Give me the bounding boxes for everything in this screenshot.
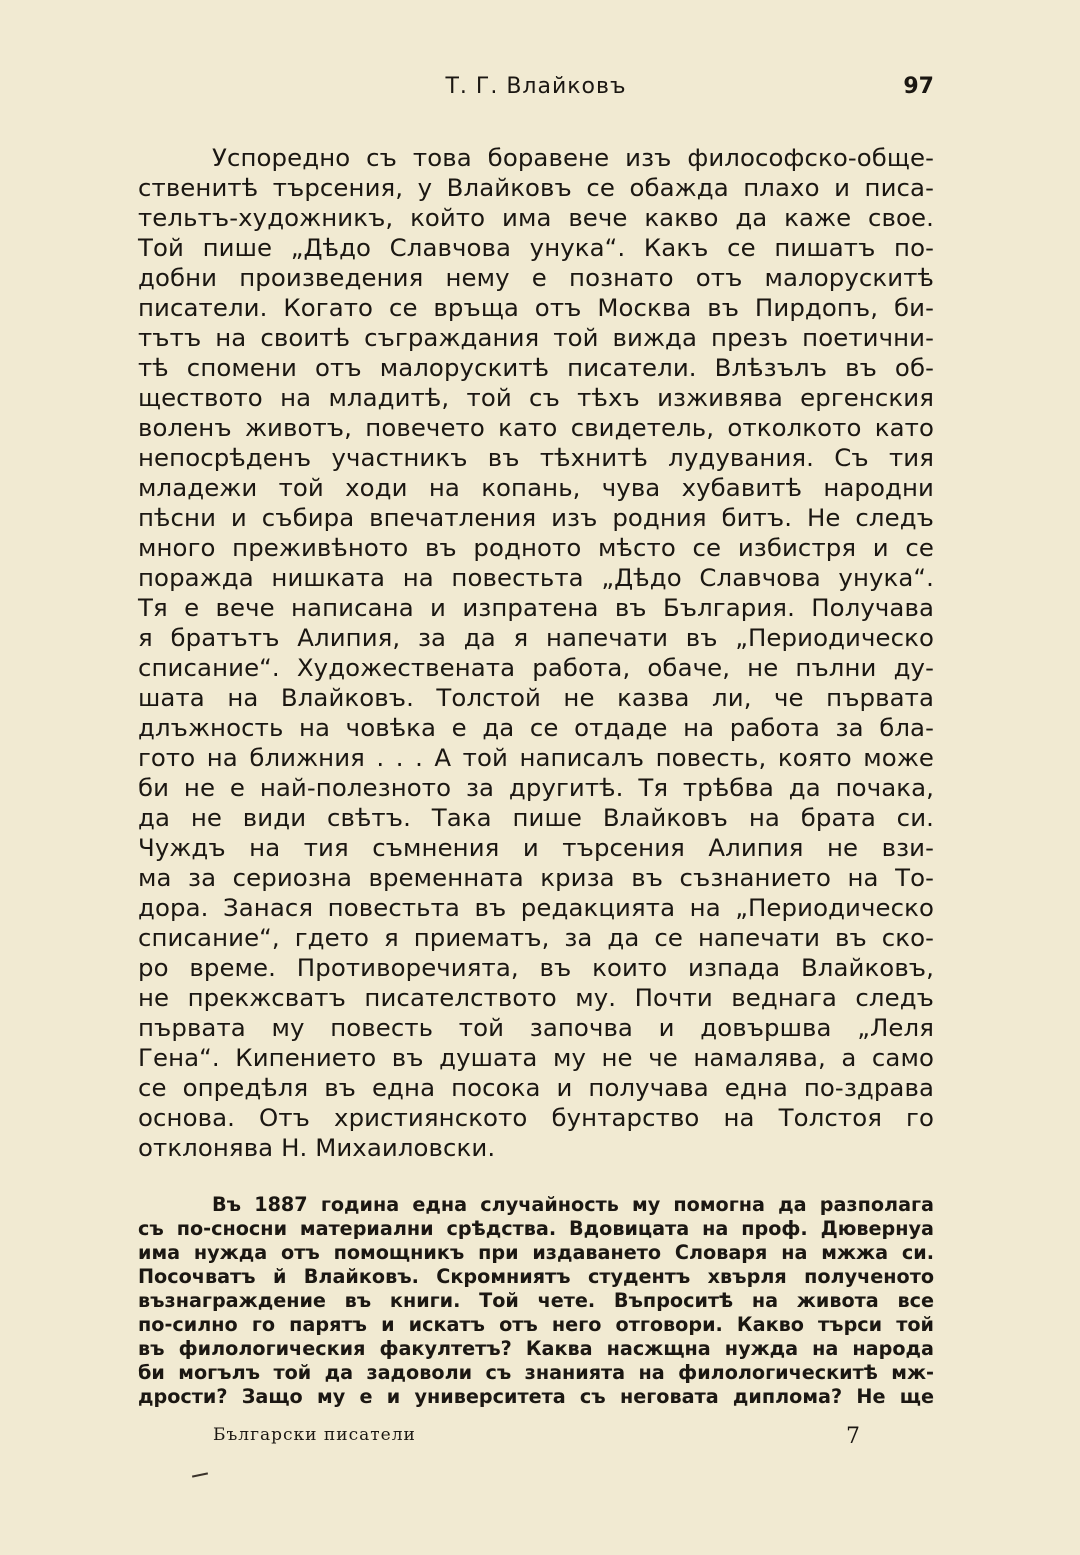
text-line: Той пише „Дѣдо Славчова унука“. Какъ се пишатъ по- — [138, 233, 934, 262]
main-paragraph — [138, 143, 934, 1163]
text-line: се опредѣля въ една посока и получава една по-здрава — [138, 1073, 934, 1102]
text-line: Тя е вече написана и изпратена въ България. Получава — [138, 593, 934, 622]
text-line: отклонява Н. Михаиловски. — [138, 1133, 496, 1162]
page-number: 97 — [903, 74, 934, 99]
text-line: поражда нишката на повестьта „Дѣдо Славчова унука“. — [138, 563, 934, 592]
text-line: тѣ спомени отъ малорускитѣ писатели. Влѣзълъ въ об- — [138, 353, 934, 382]
text-line: Успоредно съ това боравене изъ философско-обще- — [212, 143, 934, 172]
footnote-line: Въ 1887 година една случайность му помогна да разполага — [212, 1193, 934, 1216]
text-line: списание“, гдето я приематъ, за да се напечати въ ско- — [138, 923, 934, 952]
footnote-line: съ по-сносни материални срѣдства. Вдовицата на проф. Дювернуа — [138, 1217, 934, 1240]
text-line: първата му повесть той започва и довършва „Леля — [138, 1013, 934, 1042]
text-line: шата на Влайковъ. Толстой не казва ли, че първата — [138, 683, 934, 712]
text-line: основа. Отъ християнското бунтарство на Толстоя го — [138, 1103, 934, 1132]
text-line: много преживѣното въ родното мѣсто се избистря и се — [138, 533, 934, 562]
text-line: младежи той ходи на копань, чува хубавитѣ народни — [138, 473, 934, 502]
text-line: Гена“. Кипението въ душата му не че намалява, а само — [138, 1043, 934, 1072]
sheet-number: 7 — [846, 1424, 860, 1449]
text-line: не прекжсватъ писателството му. Почти веднага следъ — [138, 983, 934, 1012]
text-line: ма за сериозна временната криза въ съзнанието на То- — [138, 863, 934, 892]
text-line: дора. Занася повестьта въ редакцията на „Периодическо — [138, 893, 934, 922]
text-line: би не е най-полезното за другитѣ. Тя трѣбва да почака, — [138, 773, 934, 802]
text-line: добни произведения нему е познато отъ малорускитѣ — [138, 263, 934, 292]
footnote-line: има нужда отъ помощникъ при издаването Словаря на мжжа си. — [138, 1241, 934, 1264]
running-title: Т. Г. Влайковъ — [445, 74, 627, 99]
signature-line: Български писатели — [213, 1425, 416, 1445]
text-line: тельтъ-художникъ, който има вече какво да каже свое. — [138, 203, 934, 232]
footnote-line: би могълъ той да задоволи съ знанията на филологическитѣ мж- — [138, 1361, 934, 1384]
text-line: ществото на младитѣ, той съ тѣхъ изживява ергенския — [138, 383, 934, 412]
footnote-line: възнаграждение въ книги. Той чете. Въпроситѣ на живота все — [138, 1289, 934, 1312]
text-line: Чуждъ на тия съмнения и търсения Алипия не взи- — [138, 833, 934, 862]
text-line: писатели. Когато се връща отъ Москва въ Пирдопъ, би- — [138, 293, 934, 322]
text-line: списание“. Художествената работа, обаче, не пълни ду- — [138, 653, 934, 682]
text-line: ственитѣ търсения, у Влайковъ се обажда плахо и писа- — [138, 173, 934, 202]
running-header — [138, 72, 934, 108]
footnote-line: въ филологическия факултетъ? Каква насжщна нужда на народа — [138, 1337, 934, 1360]
text-line: длъжность на човѣка е да се отдаде на работа за бла- — [138, 713, 934, 742]
text-line: воленъ животъ, повечето като свидетель, отколкото като — [138, 413, 934, 442]
text-line: пѣсни и събира впечатления изъ родния битъ. Не следъ — [138, 503, 934, 532]
text-line: гото на ближния . . . А той написалъ повесть, която може — [138, 743, 934, 772]
text-line: да не види свѣтъ. Така пише Влайковъ на брата си. — [138, 803, 934, 832]
text-line: я братътъ Алипия, за да я напечати въ „Периодическо — [138, 623, 934, 652]
text-line: ро време. Противоречията, въ които изпада Влайковъ, — [138, 953, 934, 982]
text-line: непосрѣденъ участникъ въ тѣхнитѣ лудувания. Съ тия — [138, 443, 934, 472]
ink-mark — [192, 1472, 208, 1477]
text-line: тътъ на своитѣ съграждания той вижда презъ поетични- — [138, 323, 934, 352]
footnote-line: Посочватъ й Влайковъ. Скромниятъ студентъ хвърля полученото — [138, 1265, 934, 1288]
footnote-line: дрости? Защо му е и университета съ неговата диплома? Не ще — [138, 1385, 934, 1408]
second-paragraph — [138, 1193, 934, 1409]
footnote-line: по-силно го парятъ и искатъ отъ него отговори. Какво търси той — [138, 1313, 934, 1336]
